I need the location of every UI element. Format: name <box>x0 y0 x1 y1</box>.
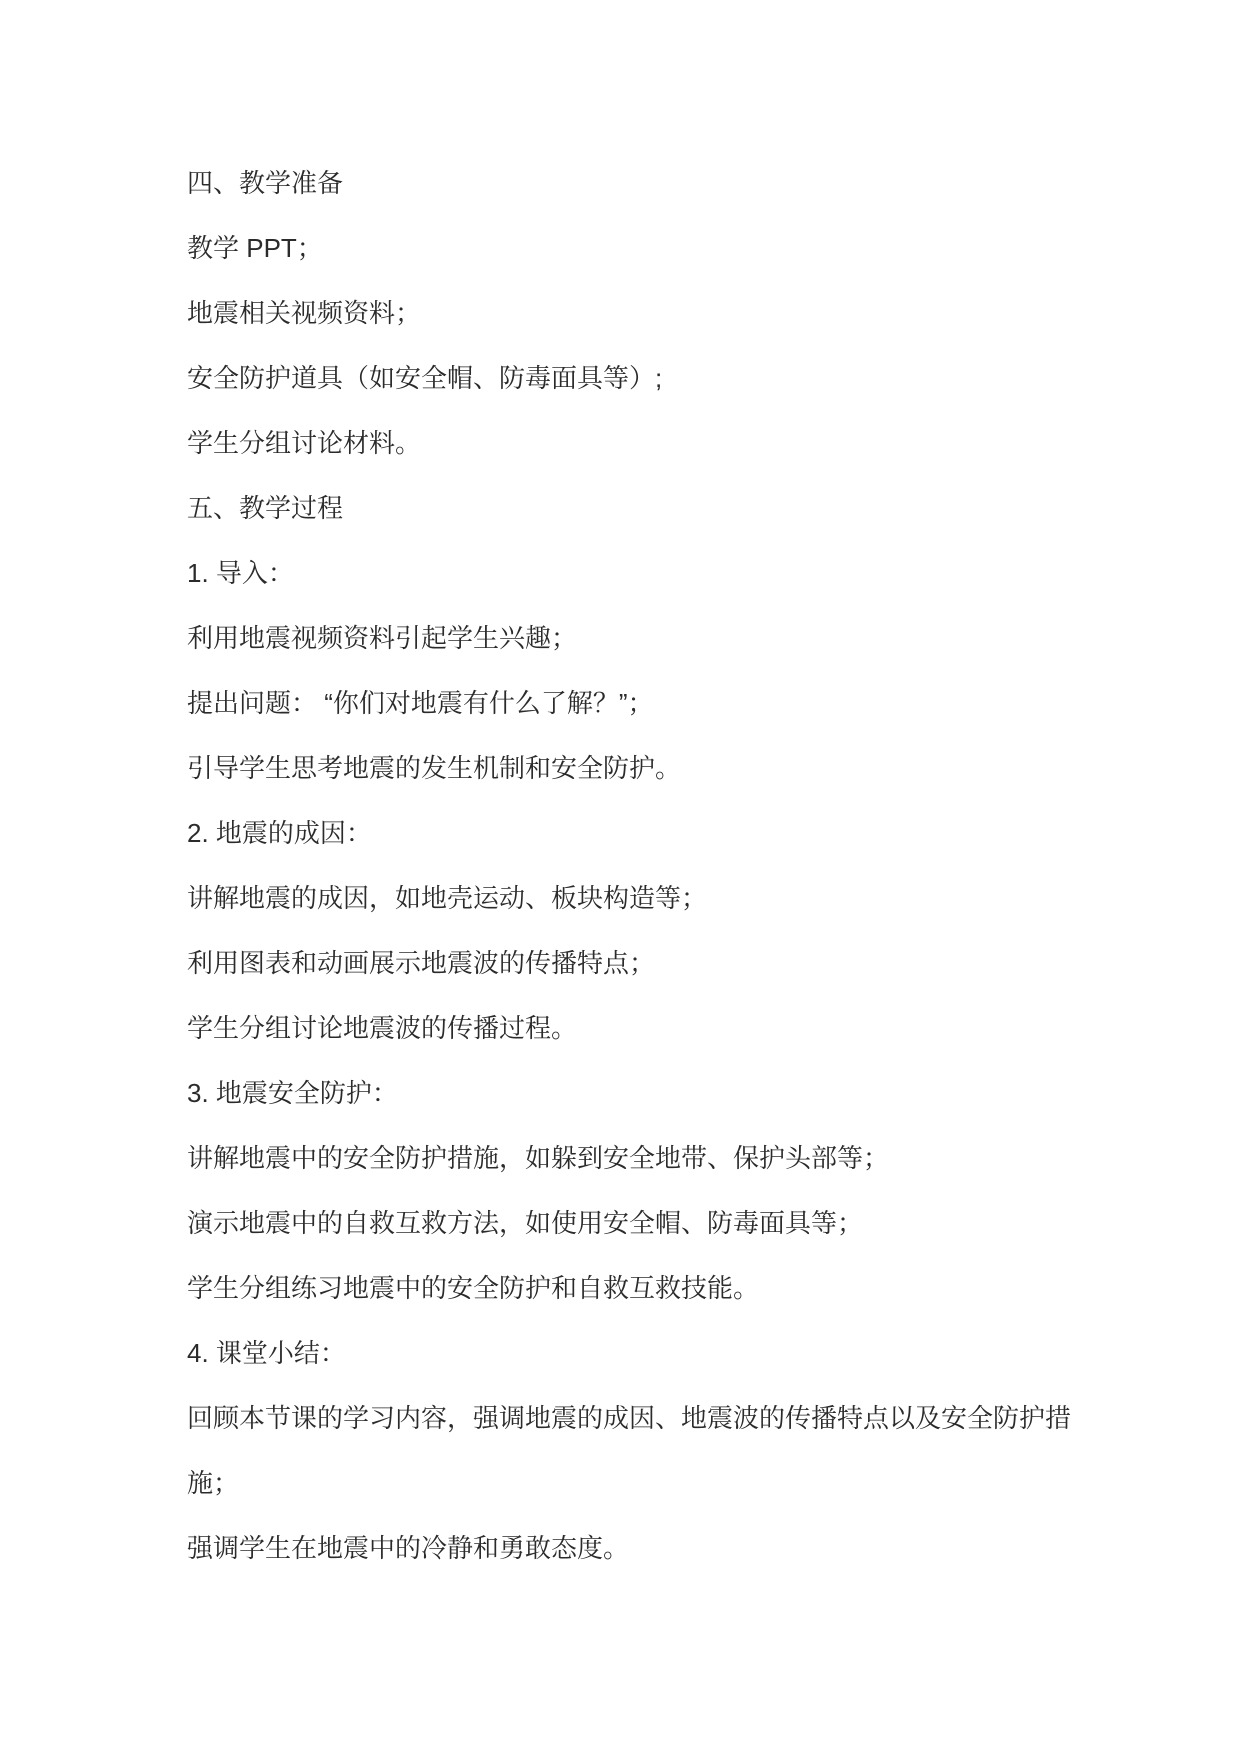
paragraph-line: 安全防护道具（如安全帽、防毒面具等）; <box>187 363 663 393</box>
paragraph-line: 利用地震视频资料引起学生兴趣； <box>187 623 578 653</box>
list-item-1-intro: 1. 导入： <box>187 558 294 588</box>
paragraph-line: 利用图表和动画展示地震波的传播特点； <box>187 948 656 978</box>
list-item-3-safety: 3. 地震安全防护： <box>187 1078 398 1108</box>
paragraph-line: 讲解地震中的安全防护措施，如躲到安全地带、保护头部等； <box>187 1143 890 1173</box>
paragraph-line: 地震相关视频资料； <box>187 298 422 328</box>
paragraph-line: 强调学生在地震中的冷静和勇敢态度。 <box>187 1533 630 1563</box>
document-content <box>187 151 1150 1581</box>
paragraph-line: 学生分组练习地震中的安全防护和自救互救技能。 <box>187 1273 760 1303</box>
paragraph-line: 回顾本节课的学习内容，强调地震的成因、地震波的传播特点以及安全防护措 <box>187 1403 1072 1433</box>
section-heading-preparation: 四、教学准备 <box>187 168 344 198</box>
paragraph-line: 施； <box>187 1468 240 1498</box>
section-heading-process: 五、教学过程 <box>187 493 344 523</box>
paragraph-line: 学生分组讨论地震波的传播过程。 <box>187 1013 578 1043</box>
paragraph-line: 学生分组讨论材料。 <box>187 428 422 458</box>
paragraph-line: 引导学生思考地震的发生机制和安全防护。 <box>187 753 682 783</box>
paragraph-line: 演示地震中的自救互救方法，如使用安全帽、防毒面具等； <box>187 1208 864 1238</box>
paragraph-line: 提出问题： “你们对地震有什么了解？”； <box>187 688 654 718</box>
paragraph-line: 教学 PPT； <box>187 233 323 263</box>
list-item-4-summary: 4. 课堂小结： <box>187 1338 346 1368</box>
list-item-2-causes: 2. 地震的成因： <box>187 818 372 848</box>
paragraph-line: 讲解地震的成因，如地壳运动、板块构造等； <box>187 883 708 913</box>
